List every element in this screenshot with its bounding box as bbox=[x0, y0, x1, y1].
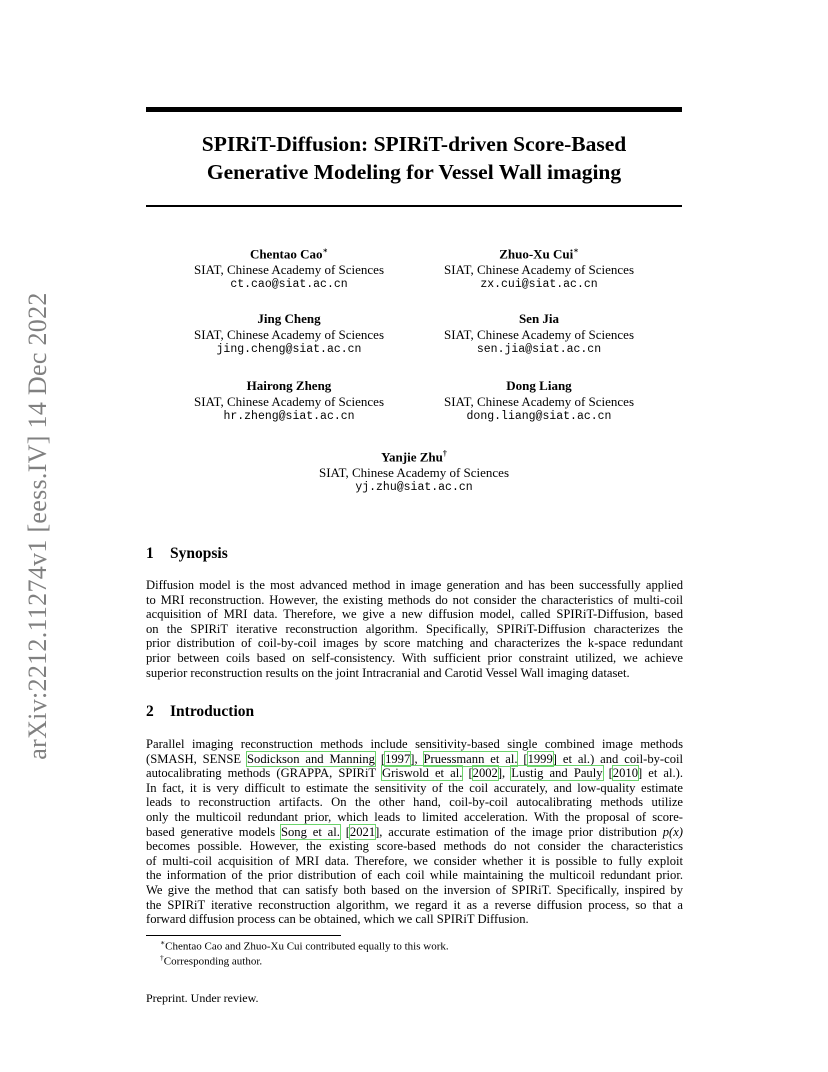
author-name: Dong Liang bbox=[506, 378, 572, 393]
arxiv-identifier-stamp: arXiv:2212.11274v1 [eess.IV] 14 Dec 2022 bbox=[23, 292, 52, 760]
section-number: 2 bbox=[146, 703, 154, 720]
author-block bbox=[414, 311, 664, 358]
text-line: leads to reconstruction artifacts. On the other hand, coil-by-coil autocalibrating methods utilize bbox=[146, 795, 683, 810]
author-name: Yanjie Zhu† bbox=[381, 449, 447, 465]
text-line: prior between coils based on self-consistency. With sufficient prior constraint utilized, we achieve bbox=[146, 650, 683, 665]
author-email[interactable]: jing.cheng@siat.ac.cn bbox=[216, 343, 362, 356]
title-top-rule bbox=[146, 107, 682, 112]
preprint-notice: Preprint. Under review. bbox=[146, 991, 259, 1005]
text-line: superior reconstruction results on the joint Intracranial and Carotid Vessel Wall imaging dataset. bbox=[146, 665, 630, 680]
author-affiliation: SIAT, Chinese Academy of Sciences bbox=[443, 393, 635, 409]
citation-link[interactable]: Lustig and Pauly bbox=[511, 766, 603, 781]
author-affiliation: SIAT, Chinese Academy of Sciences bbox=[443, 326, 635, 342]
text-line: based generative models Song et al. [2021], accurate estimation of the image prior distribution p(x) bbox=[146, 824, 683, 839]
citation-link[interactable]: Pruessmann et al. bbox=[423, 751, 518, 766]
citation-year-link[interactable]: 2002 bbox=[472, 766, 498, 781]
footnote-rule bbox=[146, 935, 341, 936]
synopsis-paragraph bbox=[146, 578, 683, 680]
text-line: autocalibrating methods (GRAPPA, SPIRiT Griswold et al. [2002], Lustig and Pauly [2010] et al.). bbox=[146, 766, 684, 781]
text-line: on the SPIRiT iterative reconstruction algorithm. Specifically, SPIRiT-Diffusion characterizes the bbox=[146, 621, 683, 636]
footnote-equal-contribution: ∗Chentao Cao and Zhuo-Xu Cui contributed equally to this work. bbox=[160, 938, 449, 953]
author-affiliation: SIAT, Chinese Academy of Sciences bbox=[193, 326, 385, 342]
text-line: the information of the prior distribution of each coil while maintaining the multicoil redundant prior. bbox=[146, 868, 683, 883]
author-block bbox=[164, 378, 414, 425]
author-block bbox=[414, 378, 664, 425]
paper-title bbox=[146, 130, 682, 186]
citation-link[interactable]: Griswold et al. bbox=[382, 766, 463, 781]
text-line: Parallel imaging reconstruction methods include sensitivity-based single combined image methods bbox=[146, 737, 683, 751]
text-line: the SPIRiT iterative reconstruction algorithm, we regard it as a reverse diffusion process, so that a bbox=[146, 897, 683, 912]
title-line-2: Generative Modeling for Vessel Wall imaging bbox=[206, 160, 622, 184]
author-email[interactable]: dong.liang@siat.ac.cn bbox=[466, 410, 612, 423]
author-affiliation: SIAT, Chinese Academy of Sciences bbox=[318, 464, 510, 480]
author-block bbox=[414, 243, 664, 293]
section-number: 1 bbox=[146, 545, 154, 562]
text-line: Diffusion model is the most advanced method in image generation and has been successfully applied bbox=[146, 578, 683, 592]
text-line: (SMASH, SENSE Sodickson and Manning [1997], Pruessmann et al. [1999] et al.) and coil-by-coil bbox=[146, 751, 683, 766]
title-bottom-rule bbox=[146, 205, 682, 207]
section-heading-introduction bbox=[146, 703, 254, 721]
title-line-1: SPIRiT-Diffusion: SPIRiT-driven Score-Based bbox=[201, 132, 627, 156]
author-email[interactable]: ct.cao@siat.ac.cn bbox=[230, 278, 348, 292]
author-email[interactable]: zx.cui@siat.ac.cn bbox=[480, 278, 598, 292]
author-name: Chentao Cao∗ bbox=[249, 246, 329, 262]
text-line: becomes possible. However, the existing score-based methods do not consider the characteristics bbox=[146, 839, 683, 854]
citation-year-link[interactable]: 1999 bbox=[527, 751, 553, 766]
author-name: Sen Jia bbox=[518, 311, 560, 326]
text-line: of multi-coil acquisition of MRI data. Therefore, we consider whether it is possible to fully exploit bbox=[146, 853, 683, 868]
text-line: forward diffusion process can be obtained, which we call SPIRiT Diffusion. bbox=[146, 912, 529, 927]
introduction-paragraph bbox=[146, 737, 683, 927]
section-heading-synopsis bbox=[146, 545, 228, 563]
text-line: to MRI reconstruction. However, the existing methods do not consider the characteristics of multi-coil bbox=[146, 592, 683, 607]
author-name: Jing Cheng bbox=[257, 311, 321, 326]
author-block bbox=[164, 243, 414, 293]
author-email[interactable]: yj.zhu@siat.ac.cn bbox=[355, 481, 473, 495]
section-title: Introduction bbox=[170, 703, 255, 720]
author-affiliation: SIAT, Chinese Academy of Sciences bbox=[193, 261, 385, 277]
author-block bbox=[164, 311, 414, 358]
citation-link[interactable]: Sodickson and Manning bbox=[247, 751, 375, 766]
math-expression: p(x) bbox=[662, 824, 683, 839]
citation-year-link[interactable]: 1997 bbox=[385, 751, 411, 766]
citation-year-link[interactable]: 2021 bbox=[349, 824, 376, 839]
author-affiliation: SIAT, Chinese Academy of Sciences bbox=[193, 393, 385, 409]
author-email[interactable]: hr.zheng@siat.ac.cn bbox=[223, 410, 355, 423]
citation-year-link[interactable]: 2010 bbox=[612, 766, 638, 781]
citation-link[interactable]: Song et al. bbox=[281, 824, 340, 839]
text-line: We give the method that can satisfy both based on the inversion of SPIRiT. Specifically, inspired by bbox=[146, 882, 683, 897]
text-line: prior distribution of coil-by-coil images by score matching and characterizes the k-space redundant bbox=[146, 636, 683, 651]
text-line: only the multicoil redundant prior, which leads to limited acceleration. With the proposal of score- bbox=[146, 809, 683, 824]
text-line: acquisition of MRI data. Therefore, we give a new diffusion model, called SPIRiT-Diffusion, based bbox=[146, 607, 683, 622]
author-name: Zhuo-Xu Cui∗ bbox=[499, 246, 579, 262]
footnote-corresponding-author: †Corresponding author. bbox=[160, 953, 263, 968]
author-block bbox=[289, 446, 539, 496]
author-name: Hairong Zheng bbox=[246, 378, 332, 393]
section-title: Synopsis bbox=[170, 545, 228, 562]
author-affiliation: SIAT, Chinese Academy of Sciences bbox=[443, 261, 635, 277]
author-email[interactable]: sen.jia@siat.ac.cn bbox=[476, 343, 602, 356]
text-line: In fact, it is very difficult to estimate the sensitivity of the coil accurately, and low-quality estimate bbox=[146, 780, 683, 795]
